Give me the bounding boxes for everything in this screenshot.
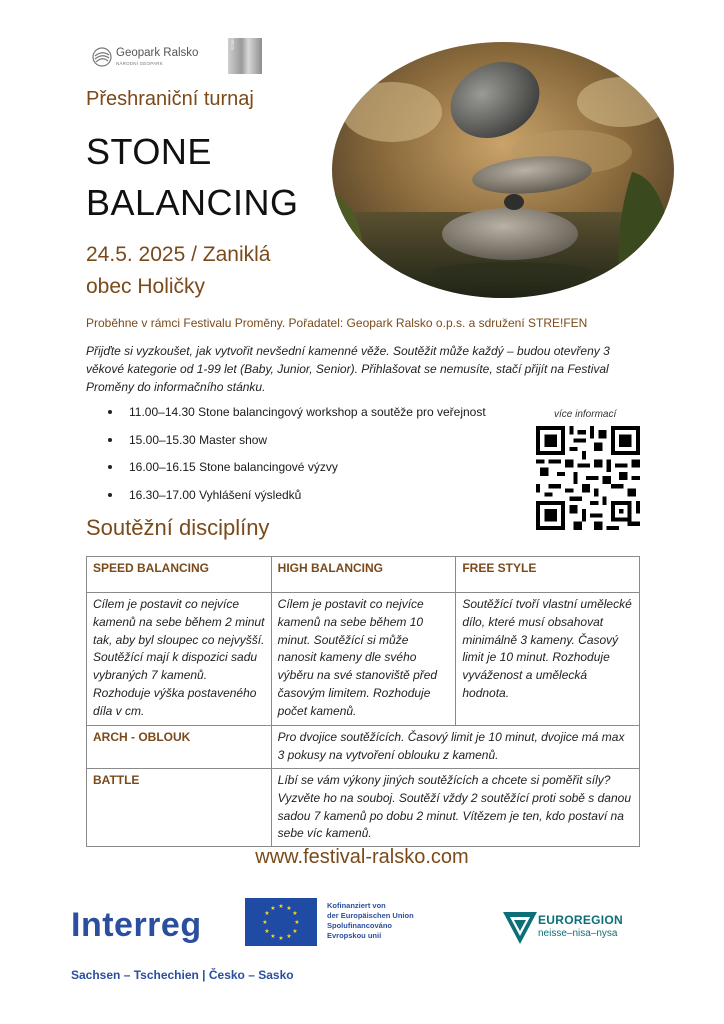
discipline-description: Soutěžící tvoří vlastní umělecké dílo, které musí obsahovat minimálně 3 kameny. Časový limit je 10 minut. Rozhoduje vyváženost a umělecká hodnota. [456,593,640,726]
event-subtitle: Přeshraniční turnaj [86,88,254,110]
table-row [87,557,640,593]
qr-code[interactable] [536,426,640,530]
geopark-logo-sub: NÁRODNÍ GEOPARK [116,60,163,66]
discipline-name: HIGH BALANCING [271,557,456,593]
discipline-name: BATTLE [87,769,272,847]
event-date-line2: obec Holičky [86,275,206,298]
qr-caption: více informací [554,409,617,420]
svg-text:★: ★ [270,905,276,912]
event-title-line1: STONE [86,131,212,172]
svg-text:★: ★ [294,919,300,926]
schedule-item: 11.00–14.30 Stone balancingový workshop a soutěže pro veřejnost [108,402,486,430]
geopark-logo-name: Geopark Ralsko [116,47,199,59]
svg-text:★: ★ [292,910,298,917]
disciplines-heading: Soutěžní disciplíny [86,515,270,540]
discipline-name: SPEED BALANCING [87,557,272,593]
schedule-list [108,402,486,512]
discipline-description: Cílem je postavit co nejvíce kamenů na sebe během 2 minut tak, aby byl sloupec co nejvyšší. Soutěžící mají k dispozici sadu vybraných 7 kamenů. Rozhoduje výška postaveného díla v cm. [87,593,272,726]
strefen-logo [228,30,262,74]
eu-text-line: Kofinanziert von [327,901,386,910]
schedule-item: 16.30–17.00 Vyhlášení výsledků [108,485,486,513]
svg-text:★: ★ [286,933,292,940]
schedule-item: 16.00–16.15 Stone balancingové výzvy [108,457,486,485]
svg-text:★: ★ [292,928,298,935]
svg-text:★: ★ [264,928,270,935]
euroregion-name: EUROREGION [538,913,624,927]
interreg-logo: Interreg [71,906,202,944]
intro-paragraph: Přijďte si vyzkoušet, jak vytvořit nevšední kamenné věže. Soutěžit může každý – budou otevřeny 3 věkové kategorie od 1-99 let (Baby, Junior, Senior). Přihlašovat se nemusíte, stačí přijít na Festival Proměny do informačního stánku. [86,344,610,394]
organizer-line: Proběhne v rámci Festivalu Proměny. Pořadatel: Geopark Ralsko o.p.s. a sdružení STRE!FEN [86,316,588,330]
website-link[interactable]: www.festival-ralsko.com [255,846,469,868]
eu-text-line: Evropskou unií [327,931,382,940]
region-footer: Sachsen – Tschechien | Česko – Sasko [71,968,294,982]
discipline-description: Cílem je postavit co nejvíce kamenů na sebe během 10 minut. Soutěžící si může nanosit kameny dle svého výběru na své stanoviště před časovým limitem. Rozhoduje počet kamenů. [271,593,456,726]
table-row [87,593,640,726]
svg-text:★: ★ [262,919,268,926]
table-row [87,769,640,847]
euroregion-mark-icon [503,910,537,946]
svg-text:★: ★ [270,933,276,940]
table-row [87,726,640,769]
svg-text:★: ★ [286,905,292,912]
geopark-logo [92,44,212,70]
eu-text-line: der Europäischen Union [327,911,414,920]
discipline-name: ARCH - OBLOUK [87,726,272,769]
event-title-line2: BALANCING [86,182,299,223]
strefen-logo-text: STRE!FEN [230,30,235,50]
geopark-mark-icon [92,47,112,67]
discipline-name: FREE STYLE [456,557,640,593]
eu-text-line: Spolufinancováno [327,921,393,930]
svg-text:★: ★ [278,935,284,942]
svg-text:★: ★ [264,910,270,917]
disciplines-table [86,556,640,847]
discipline-description: Pro dvojice soutěžících. Časový limit je 10 minut, dvojice má max 3 pokusy na vytvoření oblouku z kamenů. [271,726,639,769]
stone-stack-photo [332,42,674,298]
svg-text:★: ★ [278,903,284,910]
event-date-line1: 24.5. 2025 / Zaniklá [86,243,271,266]
discipline-description: Líbí se vám výkony jiných soutěžících a chcete si poměřit síly? Vyzvěte ho na souboj. Soutěží vždy 2 soutěžící proti sobě s danou sadou 7 kamenů po dobu 2 minut. Vítězem je ten, kdo postaví na sebe víc kamenů. [271,769,639,847]
euroregion-subtitle: neisse–nisa–nysa [538,928,618,939]
schedule-item: 15.00–15.30 Master show [108,430,486,458]
eu-cofinancing-text [327,901,414,941]
eu-flag-icon [245,898,317,946]
